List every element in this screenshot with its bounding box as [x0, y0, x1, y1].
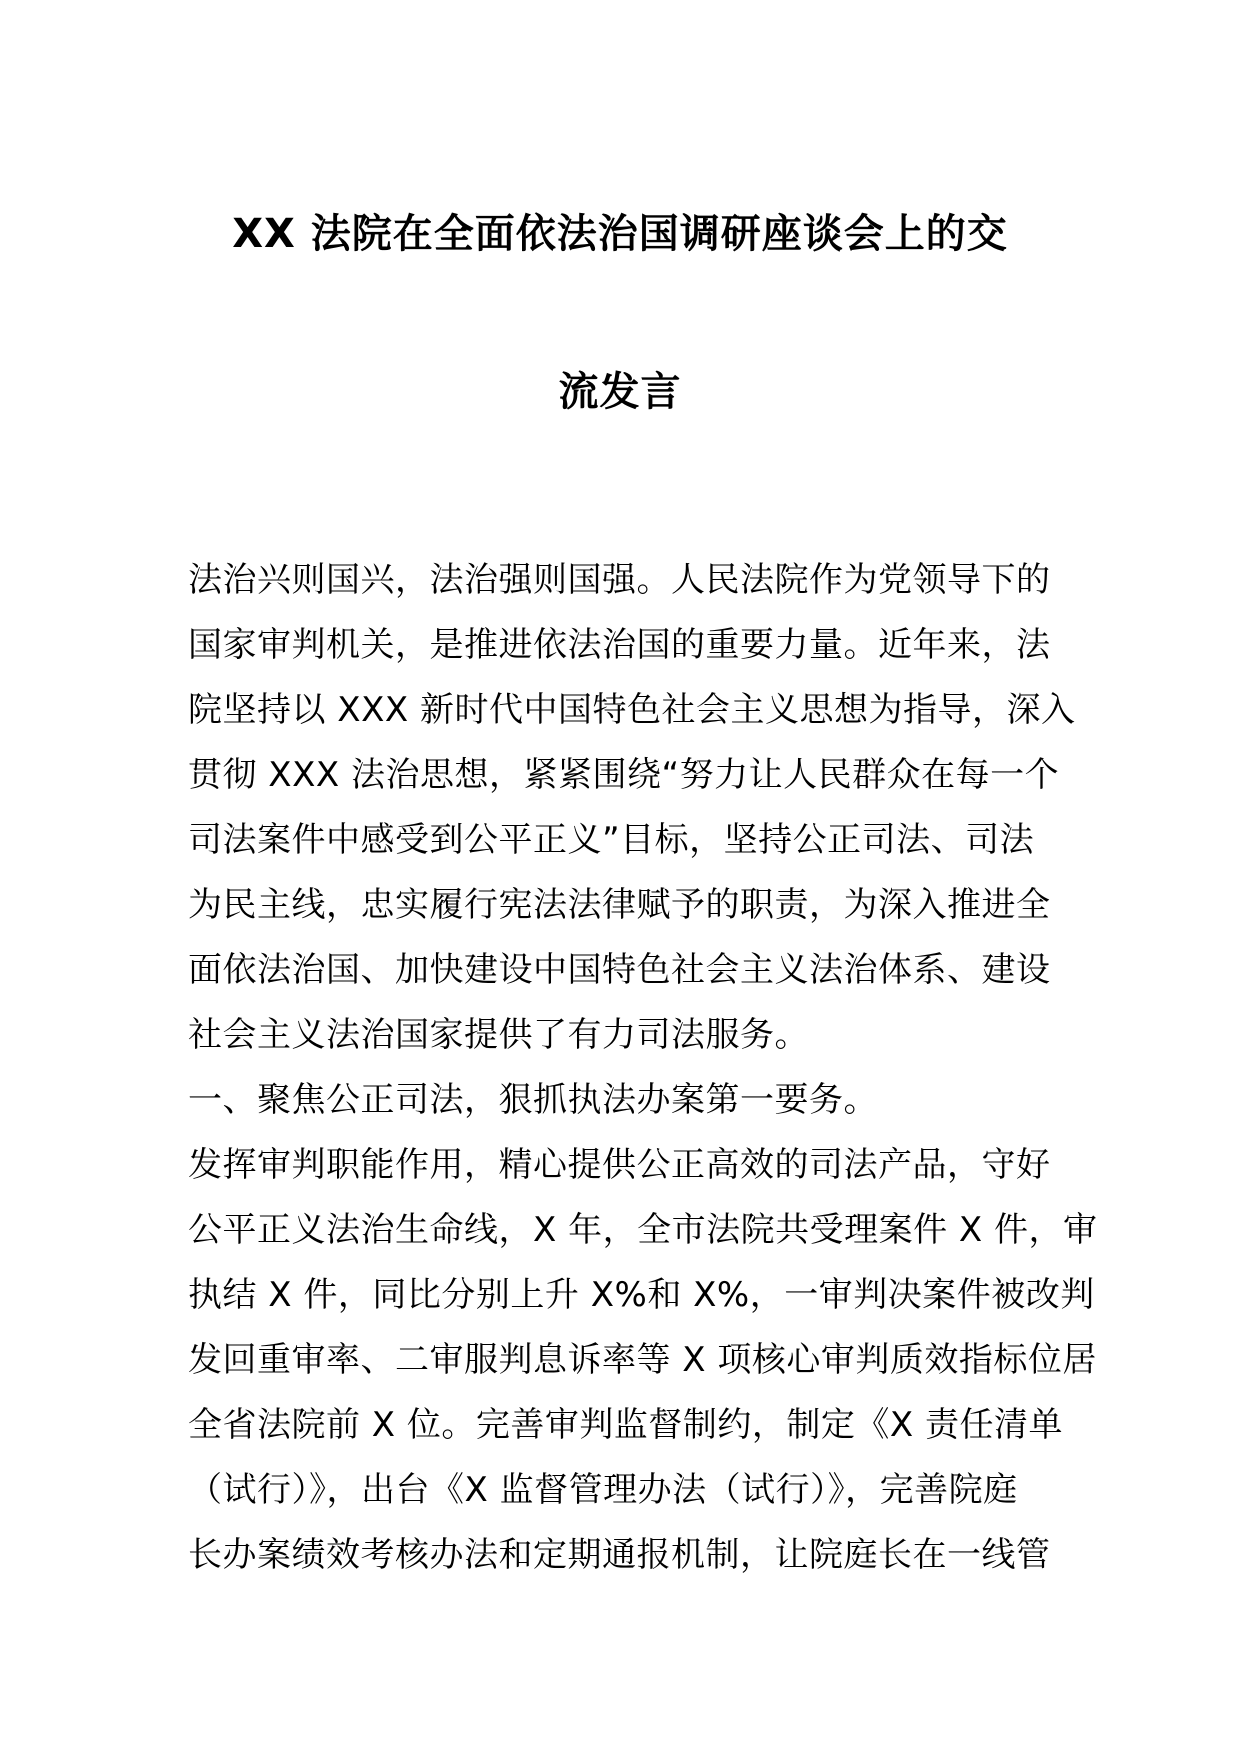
body-line: 发回重审率、二审服判息诉率等 X 项核心审判质效指标位居 [188, 1340, 1097, 1380]
body-line: 贯彻 XXX 法治思想，紧紧围绕“努力让人民群众在每一个 [188, 755, 1060, 795]
body-line: 公平正义法治生命线，X 年，全市法院共受理案件 X 件，审 [188, 1210, 1098, 1250]
body-line: 全省法院前 X 位。完善审判监督制约，制定《X 责任清单 [188, 1405, 1064, 1445]
body-line: 法治兴则国兴，法治强则国强。人民法院作为党领导下的 [188, 560, 1051, 600]
section-heading: 一、聚焦公正司法，狠抓执法办案第一要务。 [188, 1080, 878, 1120]
body-line: 国家审判机关，是推进依法治国的重要力量。近年来，法 [188, 625, 1051, 665]
body-line: （试行）》，出台《X 监督管理办法（试行）》，完善院庭 [188, 1470, 1018, 1510]
body-line: 院坚持以 XXX 新时代中国特色社会主义思想为指导，深入 [188, 690, 1076, 730]
document-body [188, 548, 1098, 1588]
document-title-line-1: XX 法院在全面依法治国调研座谈会上的交 [232, 211, 1008, 257]
document-title-line-2: 流发言 [558, 369, 682, 415]
body-line: 长办案绩效考核办法和定期通报机制，让院庭长在一线管 [188, 1535, 1051, 1575]
body-line: 面依法治国、加快建设中国特色社会主义法治体系、建设 [188, 950, 1051, 990]
body-line: 发挥审判职能作用，精心提供公正高效的司法产品，守好 [188, 1145, 1051, 1185]
body-line: 执结 X 件，同比分别上升 X%和 X%，一审判决案件被改判 [188, 1275, 1095, 1315]
body-line: 司法案件中感受到公平正义”目标，坚持公正司法、司法 [188, 820, 1035, 860]
body-line: 社会主义法治国家提供了有力司法服务。 [188, 1015, 809, 1055]
body-line: 为民主线，忠实履行宪法法律赋予的职责，为深入推进全 [188, 885, 1051, 925]
